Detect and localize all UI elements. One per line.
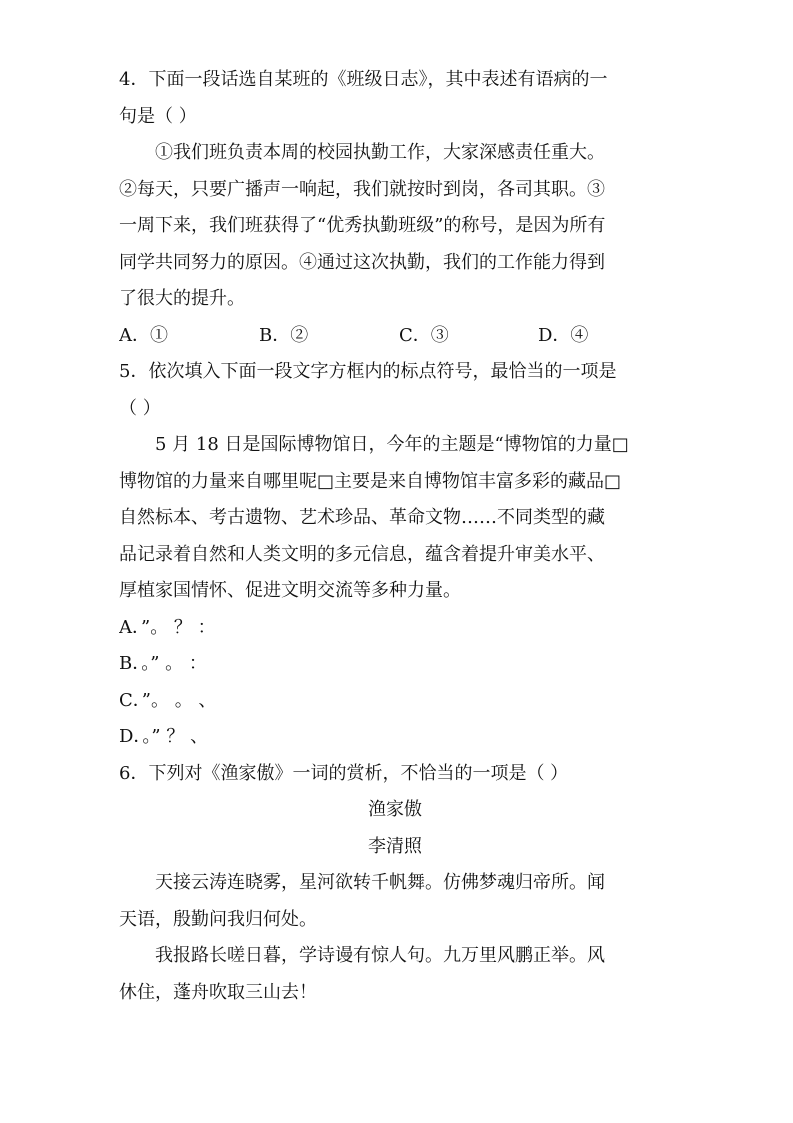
q4-options [119, 318, 671, 355]
q5-option-a[interactable]: A．”。 ？ ： [119, 616, 216, 638]
q4-stem-line-1: 4．下面一段话选自某班的《班级日志》，其中表述有语病的一 [119, 69, 608, 90]
q5-passage-line: 博物馆的力量来自哪里呢□主要是来自博物馆丰富多彩的藏品□ [119, 470, 622, 492]
q6-stem: 6．下列对《渔家傲》一词的赏析，不恰当的一项是（ ） [119, 762, 569, 784]
q4-passage-line: ②每天，只要广播声一响起，我们就按时到岗，各司其职。③ [119, 178, 605, 200]
poem-author: 李清照 [368, 835, 422, 857]
poem-line: 我报路长嗟日暮，学诗谩有惊人句。九万里风鹏正举。风 [155, 945, 605, 966]
q4-passage-line: 一周下来，我们班获得了“优秀执勤班级”的称号，是因为所有 [119, 215, 606, 236]
q5-option-d[interactable]: D．。” ？ 、 [119, 726, 209, 747]
q5-passage-line: 5 月 18 日是国际博物馆日，今年的主题是“博物馆的力量□ [155, 434, 629, 455]
q4-option-b[interactable]: B．② [259, 324, 309, 346]
q5-stem-line-1: 5．依次填入下面一段文字方框内的标点符号，最恰当的一项是 [119, 361, 617, 382]
q4-option-d[interactable]: D．④ [538, 324, 589, 346]
q4-passage-line: 了很大的提升。 [119, 288, 245, 309]
q5-option-c[interactable]: C．”。 。 、 [119, 689, 217, 711]
q4-passage-line: ①我们班负责本周的校园执勤工作，大家深感责任重大。 [155, 142, 605, 163]
q4-option-a[interactable]: A．① [119, 324, 168, 346]
poem-line: 天接云涛连晓雾，星河欲转千帆舞。仿佛梦魂归帝所。闻 [155, 872, 605, 893]
q5-passage-line: 厚植家国情怀、促进文明交流等多种力量。 [119, 580, 461, 601]
poem-line: 休住，蓬舟吹取三山去！ [119, 981, 317, 1003]
q5-option-b[interactable]: B．。” 。 ： [119, 653, 207, 674]
document-content [119, 62, 671, 1011]
q4-option-c[interactable]: C．③ [399, 324, 449, 346]
q5-stem-line-2: （ ） [119, 397, 161, 419]
q5-passage-line: 品记录着自然和人类文明的多元信息，蕴含着提升审美水平、 [119, 543, 605, 565]
poem-title: 渔家傲 [368, 799, 422, 820]
q5-passage-line: 自然标本、考古遗物、艺术珍品、革命文物……不同类型的藏 [119, 507, 605, 528]
poem-line: 天语，殷勤问我归何处。 [119, 908, 317, 930]
q4-stem-line-2: 句是（ ） [119, 105, 197, 127]
q4-passage-line: 同学共同努力的原因。④通过这次执勤，我们的工作能力得到 [119, 251, 605, 273]
